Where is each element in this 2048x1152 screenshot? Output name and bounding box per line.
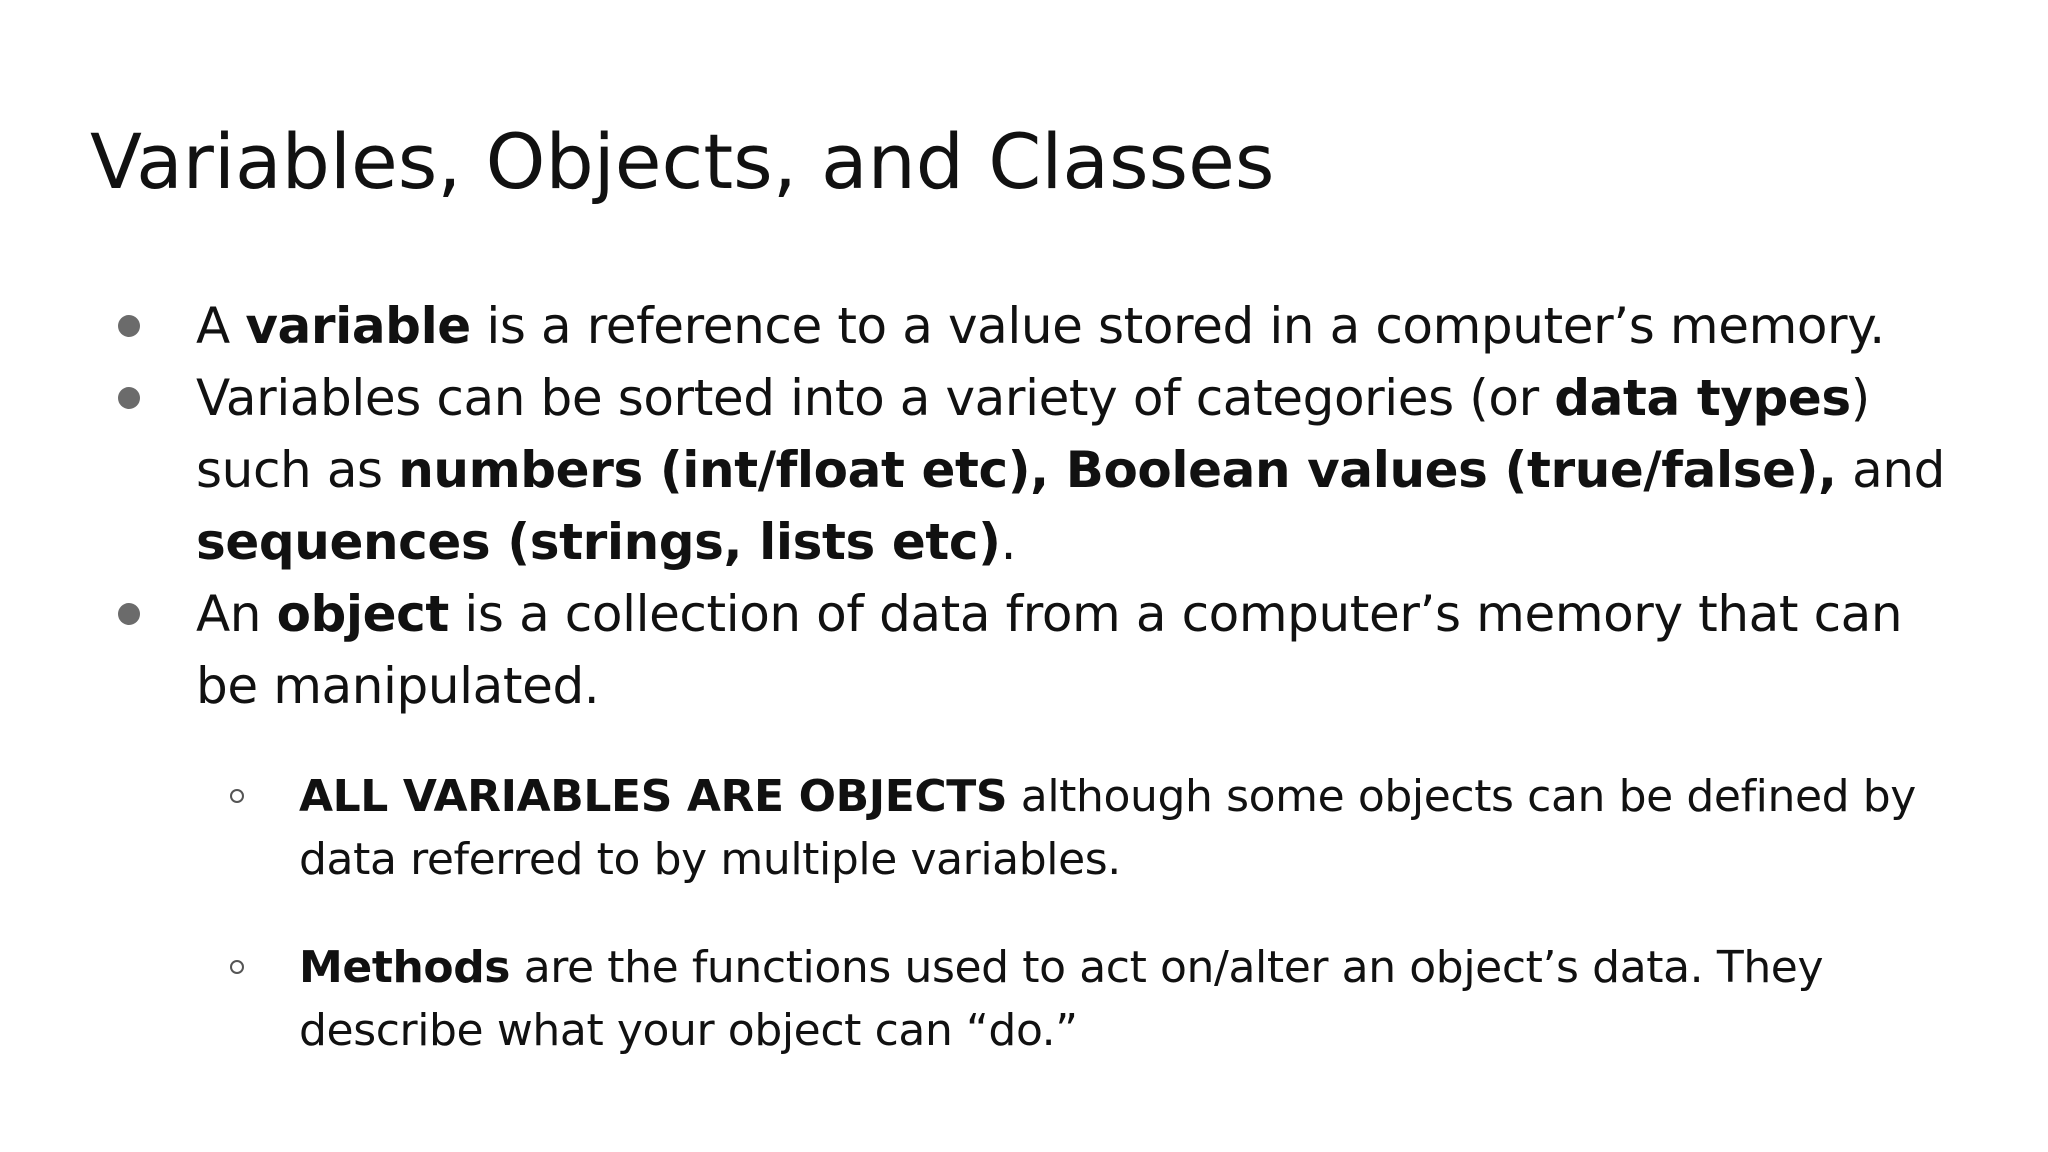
bullet-dot-icon [118,315,140,337]
bullet-text: . [1000,513,1017,571]
sub-bullet-text-bold: Methods [299,942,511,993]
bullet-text: and [1836,441,1946,499]
bullet-text: ) such as [196,369,1870,499]
bullet-text: Variables can be sorted into a variety of categories (or [196,369,1555,427]
bullet-text-bold: object [276,585,449,643]
sub-bullet-text-bold: ALL VARIABLES ARE OBJECTS [299,771,1008,822]
bullet-dot-icon [118,603,140,625]
bullet-item-data-types [196,362,1956,578]
sub-bullet-circle-icon [230,960,244,974]
slide-title: Variables, Objects, and Classes [90,117,1275,206]
bullet-item-object [196,578,1956,722]
bullet-item-variable [196,290,1956,362]
sub-bullet-item-all-variables [299,765,1999,891]
sub-bullet-text: although some objects can be defined by data referred to by multiple variables. [299,771,1916,885]
bullet-text-bold: data types [1554,369,1851,427]
bullet-text: is a reference to a value stored in a computer’s memory. [470,297,1885,355]
sub-bullet-text: are the functions used to act on/alter an object’s data. They describe what your object can “do.” [299,942,1824,1056]
bullet-text-bold: variable [245,297,471,355]
bullet-text-bold: numbers (int/float etc), Boolean values (true/false), [398,441,1837,499]
bullet-text: An [196,585,277,643]
sub-bullet-circle-icon [230,789,244,803]
sub-bullet-item-methods [299,936,1999,1062]
bullet-text-bold: sequences (strings, lists etc) [196,513,1001,571]
bullet-dot-icon [118,387,140,409]
bullet-list [0,290,2048,1062]
bullet-text: is a collection of data from a computer’s memory that can be manipulated. [196,585,1903,715]
bullet-text: A [196,297,246,355]
